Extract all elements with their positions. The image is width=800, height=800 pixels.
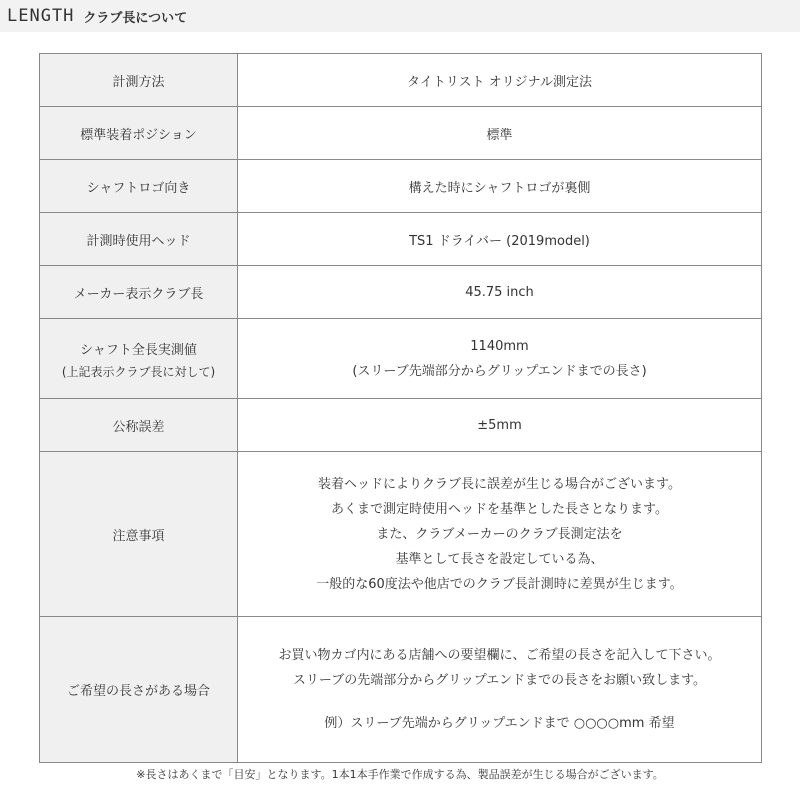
row-value-group xyxy=(238,452,762,617)
table-row xyxy=(40,160,762,213)
table-row xyxy=(40,266,762,319)
note-line: あくまで測定時使用ヘッドを基準とした長さとなります。 xyxy=(331,501,668,517)
row-value-note: (スリーブ先端部分からグリップエンドまでの長さ) xyxy=(352,363,647,379)
note-line: また、クラブメーカーのクラブ長測定法を xyxy=(376,526,623,542)
footnote: ※長さはあくまで「目安」となります。1本1本手作業で作成する為、製品誤差が生じる場合がございます。 xyxy=(136,768,664,781)
row-value: 45.75 inch xyxy=(238,266,762,319)
row-label: ご希望の長さがある場合 xyxy=(40,617,238,763)
row-value-group xyxy=(238,319,762,399)
row-value: 構えた時にシャフトロゴが裏側 xyxy=(238,160,762,213)
row-label: 計測方法 xyxy=(40,54,238,107)
request-line: スリーブの先端部分からグリップエンドまでの長さをお願い致します。 xyxy=(292,673,707,688)
note-line: 基準として長さを設定している為、 xyxy=(395,551,604,567)
spacer xyxy=(238,693,761,711)
row-label: 注意事項 xyxy=(40,452,238,617)
row-value: ±5mm xyxy=(238,399,762,452)
table-row xyxy=(40,617,762,763)
section-header xyxy=(0,0,800,32)
section-title-jp: クラブ長について xyxy=(83,10,188,26)
row-label: シャフトロゴ向き xyxy=(40,160,238,213)
row-label: 標準装着ポジション xyxy=(40,107,238,160)
note-line: 装着ヘッドによりクラブ長に誤差が生じる場合がございます。 xyxy=(318,476,681,492)
request-example: 例）スリーブ先端からグリップエンドまで ○○○○mm 希望 xyxy=(324,716,675,731)
note-line: 一般的な60度法や他店でのクラブ長計測時に差異が生じます。 xyxy=(316,576,683,592)
row-label: シャフト全長実測値 xyxy=(80,342,197,358)
row-label: 公称誤差 xyxy=(40,399,238,452)
row-value: TS1 ドライバー (2019model) xyxy=(238,213,762,266)
table-row xyxy=(40,399,762,452)
table-row xyxy=(40,319,762,399)
row-sublabel: (上記表示クラブ長に対して) xyxy=(61,364,216,379)
row-label: 計測時使用ヘッド xyxy=(40,213,238,266)
row-label: メーカー表示クラブ長 xyxy=(40,266,238,319)
row-value: タイトリスト オリジナル測定法 xyxy=(238,54,762,107)
row-value: 標準 xyxy=(238,107,762,160)
table-row xyxy=(40,54,762,107)
table-row xyxy=(40,452,762,617)
row-value-group xyxy=(238,617,762,763)
row-value: 1140mm xyxy=(470,338,529,354)
section-title-en: LENGTH xyxy=(7,6,75,26)
table-row xyxy=(40,213,762,266)
spec-table xyxy=(39,53,762,763)
request-line: お買い物カゴ内にある店舗への要望欄に、ご希望の長さを記入して下さい。 xyxy=(278,648,721,663)
table-row xyxy=(40,107,762,160)
row-label-group xyxy=(40,319,238,399)
